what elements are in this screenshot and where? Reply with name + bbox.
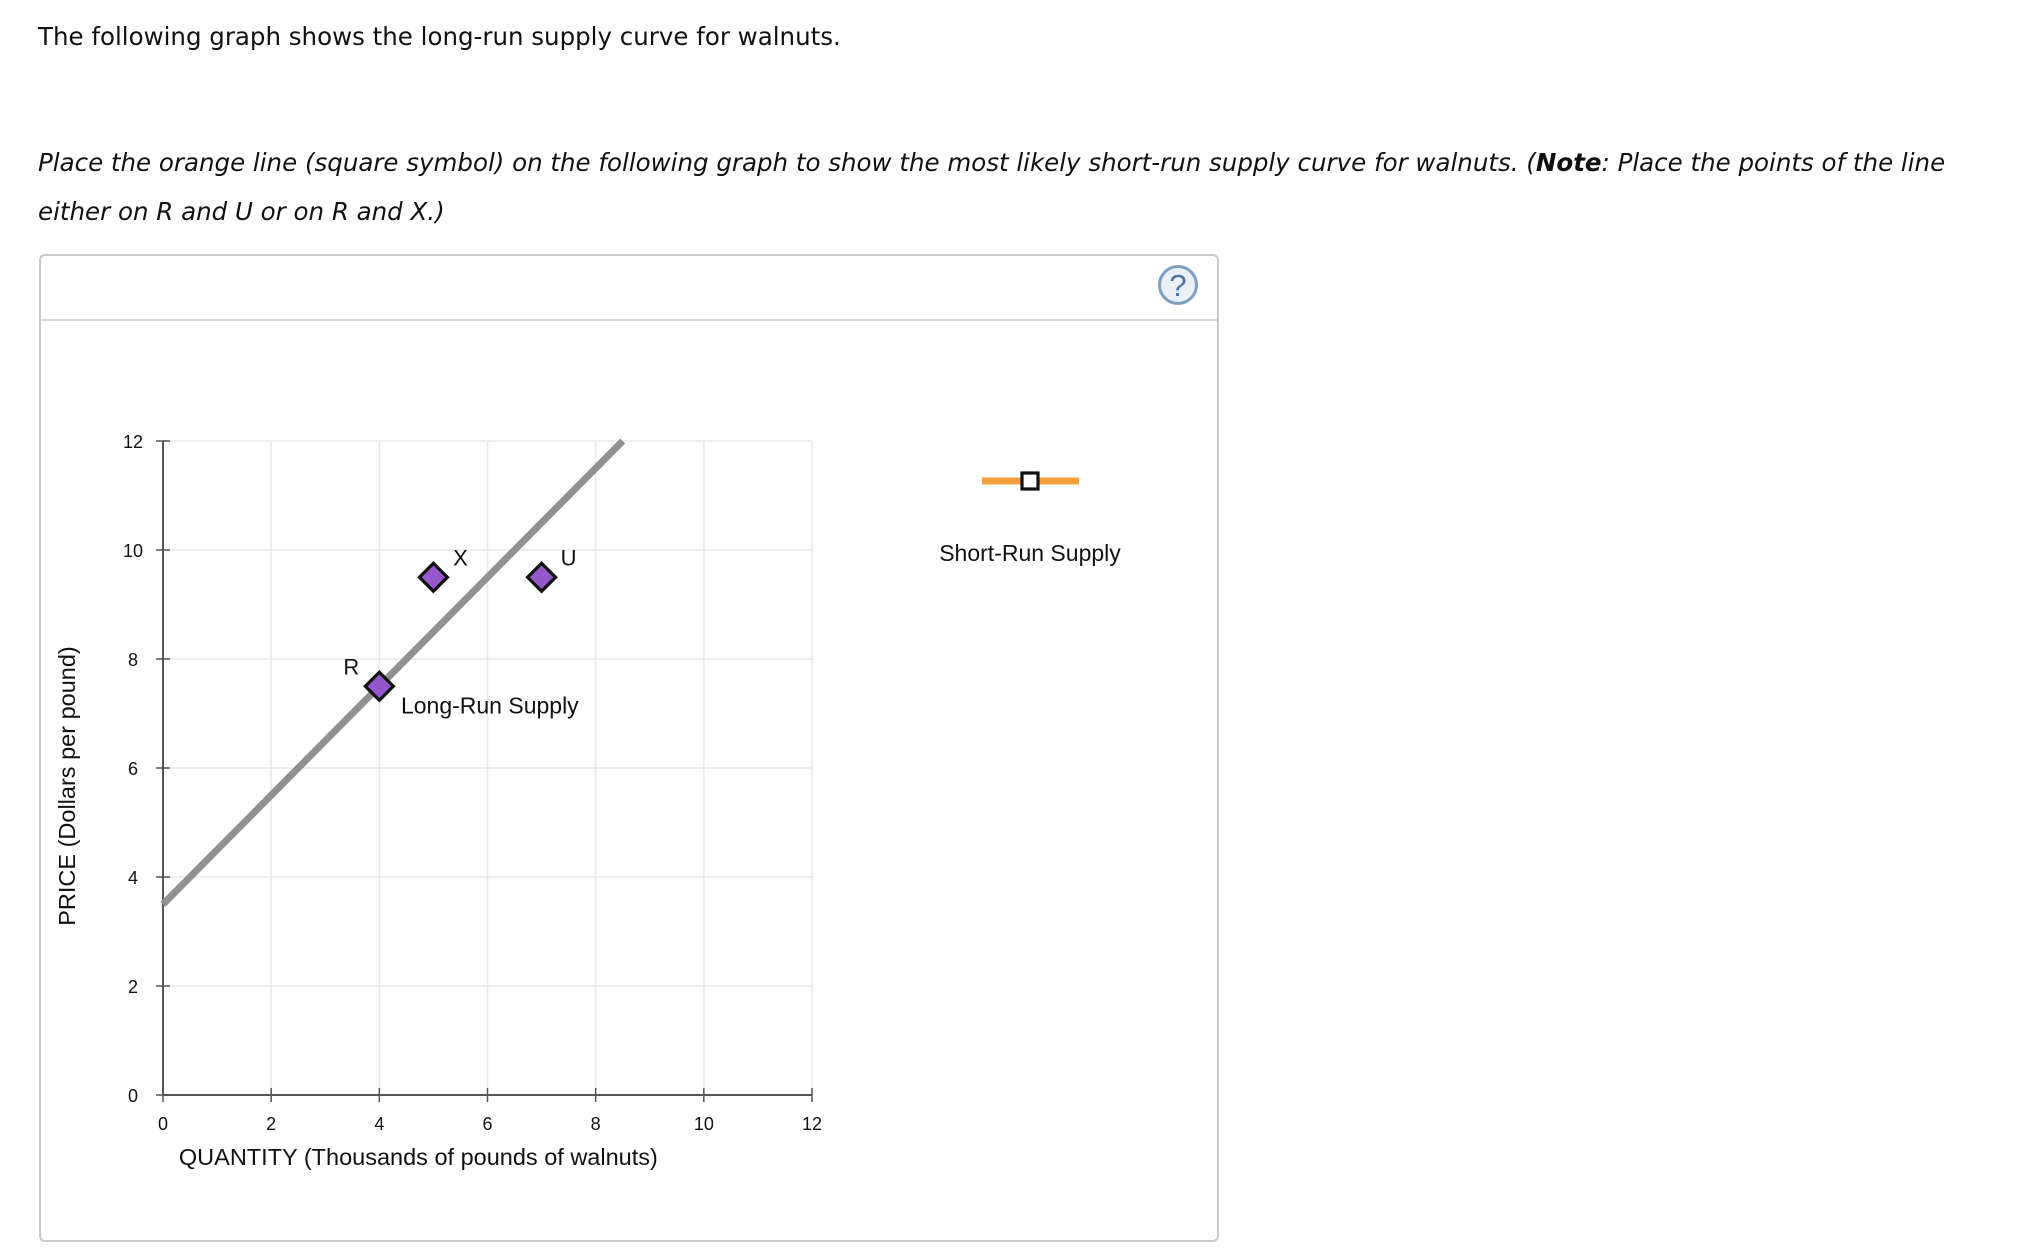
long-run-supply-label: Long-Run Supply <box>400 692 579 719</box>
x-tick-label: 4 <box>374 1114 385 1134</box>
instructions-text <box>38 138 1958 236</box>
help-icon: ? <box>1169 268 1187 303</box>
graph-panel <box>39 254 1219 1242</box>
point-u-label: U <box>560 545 577 571</box>
x-tick-label: 10 <box>693 1114 714 1134</box>
x-tick-label: 2 <box>266 1114 277 1134</box>
y-tick-label: 2 <box>127 977 139 997</box>
palette-short-run-supply[interactable] <box>939 473 1121 566</box>
y-axis-label: PRICE (Dollars per pound) <box>54 646 80 926</box>
point-x-marker[interactable] <box>419 563 447 591</box>
series-layer <box>163 441 623 904</box>
note-text: : Place the points of the line either on R and U or on R and X.) <box>38 148 1946 226</box>
axes-layer <box>123 432 822 1134</box>
intro-text: The following graph shows the long-run supply curve for walnuts. <box>38 22 841 51</box>
supply-graph[interactable] <box>41 256 1217 1240</box>
x-tick-label: 6 <box>482 1114 493 1134</box>
y-tick-label: 12 <box>122 432 144 452</box>
y-tick-label: 10 <box>122 541 144 561</box>
y-tick-label: 4 <box>127 868 139 888</box>
points-layer[interactable] <box>343 545 576 700</box>
long-run-supply-line <box>163 441 623 904</box>
x-tick-label: 12 <box>801 1114 823 1134</box>
x-tick-label: 8 <box>590 1114 601 1134</box>
y-tick-label: 8 <box>127 650 139 670</box>
note-label: Note <box>1535 148 1602 177</box>
point-r-label: R <box>343 654 360 680</box>
x-tick-label: 0 <box>157 1114 169 1134</box>
grid-layer <box>163 441 812 1095</box>
point-u-marker[interactable] <box>528 563 556 591</box>
y-tick-label: 6 <box>127 759 139 779</box>
y-tick-label: 0 <box>127 1086 139 1106</box>
x-axis-label: QUANTITY (Thousands of pounds of walnuts) <box>178 1144 658 1170</box>
short-run-supply-tool-label: Short-Run Supply <box>939 540 1121 566</box>
point-x-label: X <box>453 545 468 571</box>
short-run-supply-tool-square-icon[interactable] <box>1022 473 1038 489</box>
instructions-main: Place the orange line (square symbol) on the following graph to show the most likely short-run supply curve for walnuts. ( <box>38 148 1536 177</box>
